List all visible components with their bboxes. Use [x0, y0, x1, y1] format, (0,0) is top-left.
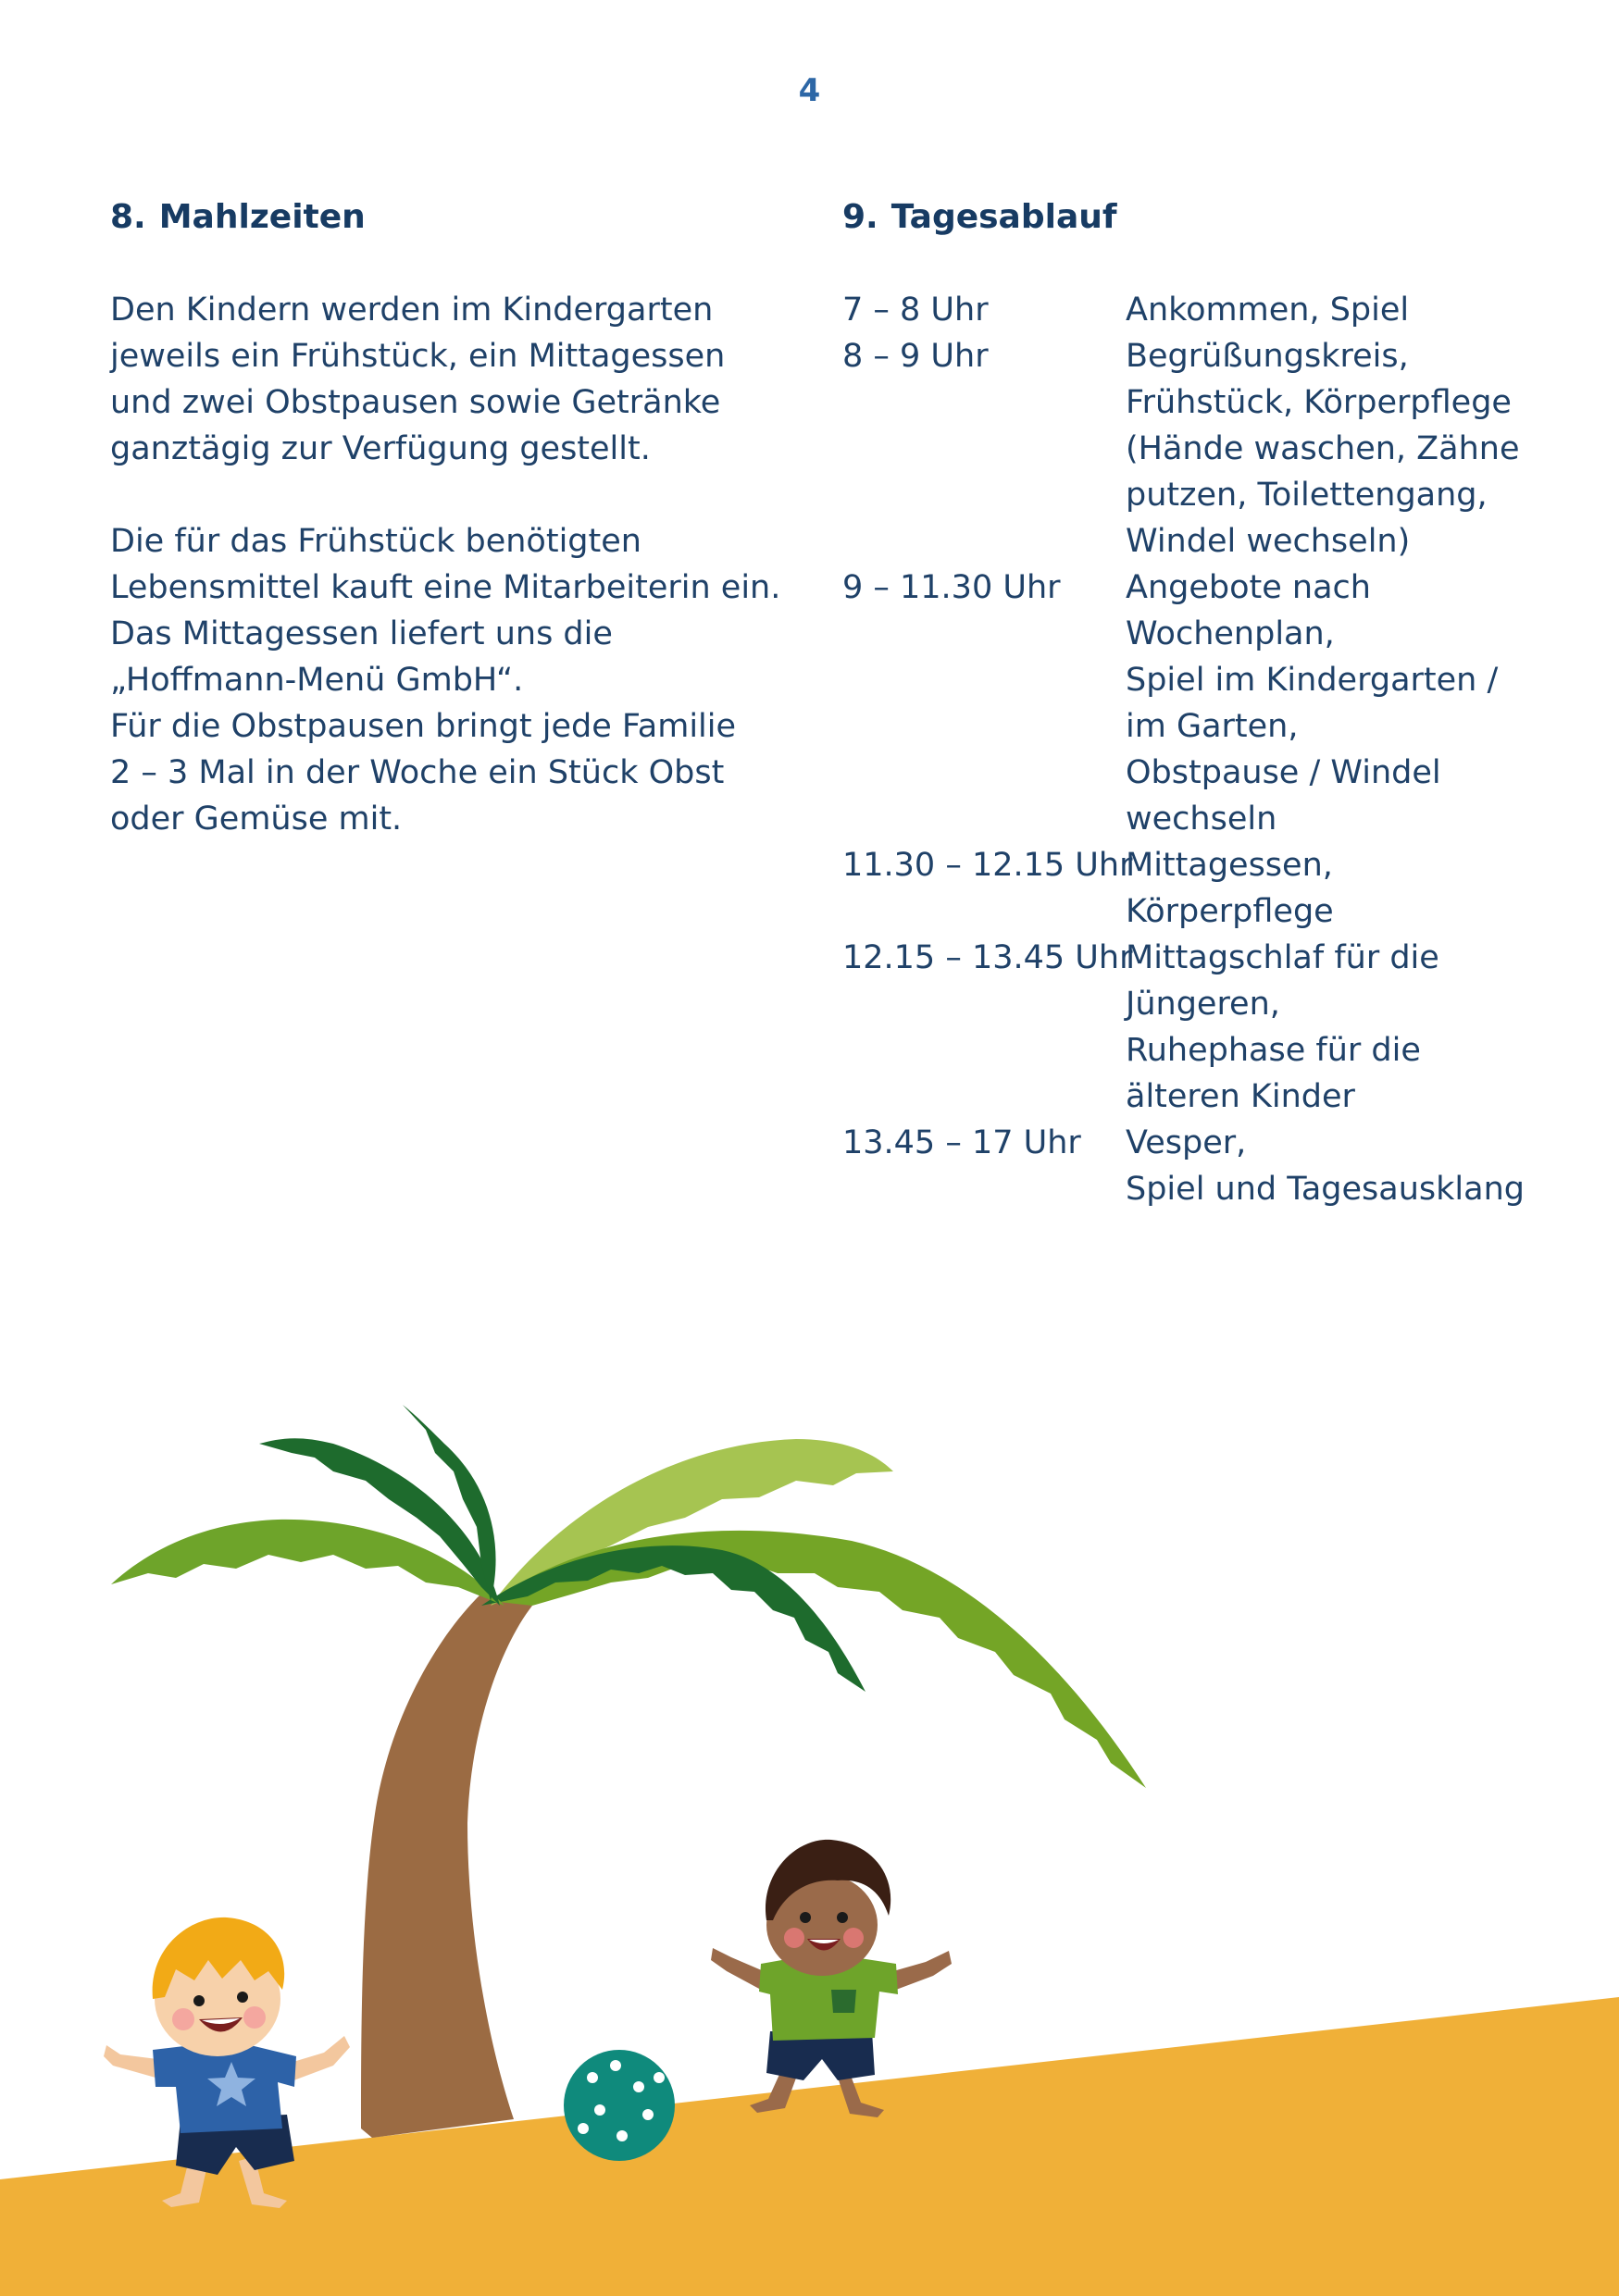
- schedule-row: [842, 565, 1583, 842]
- section-heading-mahlzeiten: [110, 194, 795, 241]
- schedule-row: [842, 1120, 1583, 1212]
- child-curly-icon: [711, 1840, 952, 2117]
- beach-illustration: [0, 1379, 1619, 2296]
- meals-text: [110, 287, 795, 842]
- schedule-row: [842, 935, 1583, 1120]
- schedule-time: 7 – 8 Uhr: [842, 292, 989, 329]
- schedule-row: [842, 287, 1583, 333]
- schedule-row: [842, 333, 1583, 565]
- section-mahlzeiten: [110, 194, 795, 842]
- page-number: 4: [798, 72, 821, 109]
- schedule-time: 12.15 – 13.45 Uhr: [842, 939, 1133, 976]
- section-number: 9.: [842, 198, 878, 236]
- paragraph: Die für das Frühstück benötigten Lebensmittel kauft eine Mitarbeiterin ein. Das Mittagessen liefert uns die „Hoffmann-Menü GmbH“. Für die Obstpausen bringt jede Familie 2 – 3 Mal in der Woche ein Stück Obst oder Gemüse mit.: [110, 523, 781, 838]
- schedule-activity: Angebote nach Wochenplan, Spiel im Kindergarten / im Garten, Obstpause / Windel wechseln: [1126, 569, 1499, 838]
- schedule-time: 13.45 – 17 Uhr: [842, 1124, 1081, 1161]
- section-heading-tagesablauf: [842, 194, 1583, 241]
- daily-schedule: [842, 287, 1583, 1212]
- schedule-activity: Ankommen, Spiel: [1126, 292, 1410, 329]
- schedule-time: 11.30 – 12.15 Uhr: [842, 847, 1133, 884]
- paragraph: Den Kindern werden im Kindergarten jeweils ein Frühstück, ein Mittagessen und zwei Obstpausen sowie Getränke ganztägig zur Verfügung gestellt.: [110, 292, 726, 467]
- section-tagesablauf: [842, 194, 1583, 1212]
- ball-icon: [564, 2050, 675, 2161]
- schedule-activity: Mittagschlaf für die Jüngeren, Ruhephase für die älteren Kinder: [1126, 939, 1439, 1115]
- palm-trunk: [361, 1592, 532, 2138]
- schedule-time: 9 – 11.30 Uhr: [842, 569, 1061, 606]
- schedule-activity: Mittagessen, Körperpflege: [1126, 847, 1334, 930]
- schedule-time: 8 – 9 Uhr: [842, 338, 989, 375]
- schedule-activity: Vesper, Spiel und Tagesausklang: [1126, 1124, 1525, 1208]
- section-number: 8.: [110, 198, 146, 236]
- section-title: Mahlzeiten: [158, 198, 366, 236]
- schedule-activity: Begrüßungskreis, Frühstück, Körperpflege (Hände waschen, Zähne putzen, Toilettengang, Windel wechseln): [1126, 338, 1520, 560]
- section-title: Tagesablauf: [890, 198, 1117, 236]
- schedule-row: [842, 842, 1583, 935]
